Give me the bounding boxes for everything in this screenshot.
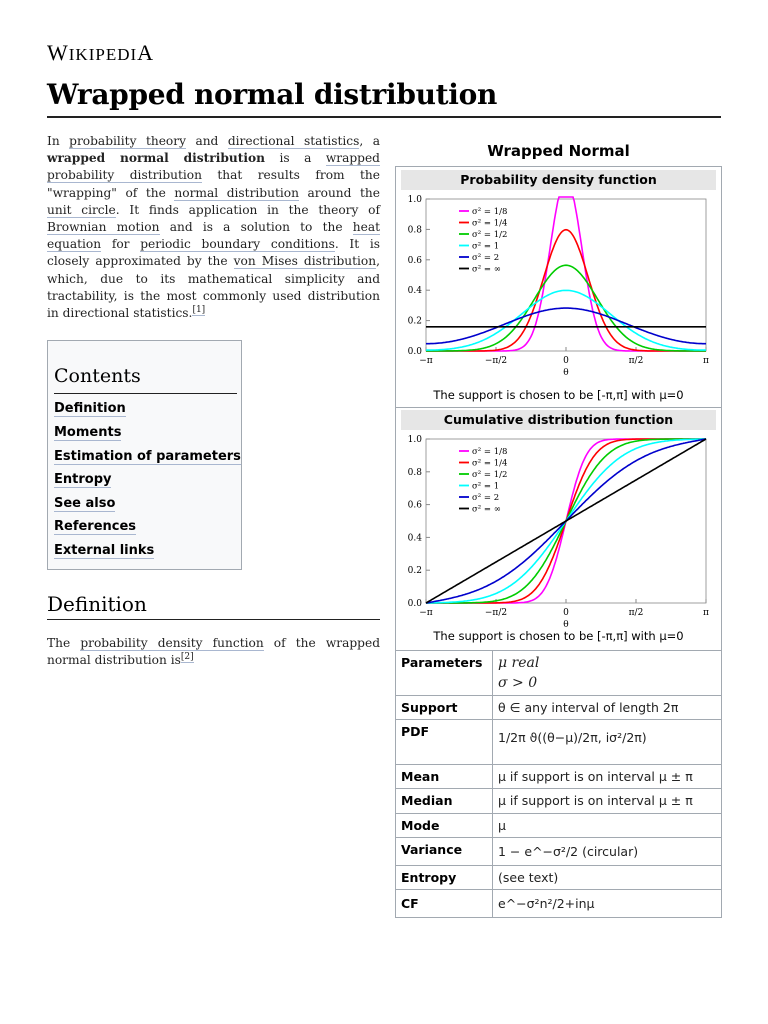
intro-text: is a [264,151,326,166]
infobox-row-mode [396,813,721,838]
infobox-row-parameters [396,650,721,695]
intro-link[interactable]: periodic boundary conditions [140,237,335,252]
chart-separator [396,407,721,408]
x-tick-label: −π [419,608,433,618]
y-tick-label: 0.6 [407,255,422,266]
series-line [426,439,706,603]
y-tick-label: 0.8 [407,467,422,478]
intro-bold-term: wrapped normal distribution [47,151,265,166]
pdf-chart [396,191,721,377]
series-line [426,197,706,351]
row-value: e^−σ²n²/2+inμ [498,896,595,911]
x-tick-label: −π/2 [484,356,508,366]
pdf-header: Probability density function [401,170,716,190]
pdf-support-note: The support is chosen to be [-π,π] with μ=0 [433,388,684,402]
row-value: μ real σ > 0 [498,655,540,691]
y-tick-label: 0.4 [407,533,422,544]
toc-item-entropy[interactable]: Entropy [54,472,112,487]
table-of-contents [47,340,242,570]
legend-label: σ² = 1/8 [472,447,508,457]
intro-link[interactable]: directional statistics [227,134,360,148]
definition-link[interactable]: probability density function [80,636,264,650]
intro-text: , which, due to its mathematical simplicity and tractability, is the most commonly used distribution in directional statistics. [47,254,380,321]
row-key: CF [401,896,419,911]
series-line [426,290,706,350]
infobox-row-support [396,695,721,720]
y-tick-label: 0.4 [407,286,422,297]
legend-label: σ² = 1/4 [472,458,508,469]
intro-link[interactable]: von Mises distribution [233,254,377,269]
x-tick-label: −π/2 [484,608,508,618]
x-tick-label: π [703,356,709,366]
row-key: PDF [401,724,430,739]
y-tick-label: 1.0 [407,435,422,445]
legend-label: σ² = 2 [472,493,500,503]
section-divider [47,619,380,620]
wikipedia-wordmark[interactable]: WIKIPEDIA [47,40,155,65]
y-tick-label: 0.2 [407,566,422,577]
page-title: Wrapped normal distribution [47,78,498,111]
row-value: 1/2π ϑ((θ−μ)/2π, iσ²/2π) [498,730,647,745]
y-tick-label: 0.8 [407,225,422,236]
row-key: Mean [401,769,440,784]
row-value: μ if support is on interval μ ± π [498,793,693,808]
row-key: Parameters [401,655,483,670]
x-tick-label: π/2 [628,608,644,618]
legend-label: σ² = ∞ [472,504,501,515]
y-tick-label: 0.2 [407,316,422,327]
intro-text: and is a solution to the [159,220,353,235]
toc-item-moments[interactable]: Moments [54,425,122,440]
intro-paragraph [47,133,380,322]
cdf-header: Cumulative distribution function [401,410,716,430]
infobox-row-mean [396,764,721,789]
infobox-row-pdf [396,719,721,765]
intro-link[interactable]: unit circle [47,202,116,217]
row-value: 1 − e^−σ²/2 (circular) [498,844,639,859]
y-tick-label: 1.0 [407,195,422,205]
section-heading-definition: Definition [47,592,147,616]
toc-divider [54,393,237,394]
definition-text: of the wrapped normal distribution is [47,636,380,668]
legend-label: σ² = 1 [472,241,500,252]
intro-link[interactable]: Brownian motion [47,220,160,235]
definition-paragraph [47,635,380,669]
x-tick-label: π/2 [628,356,644,366]
legend-label: σ² = 1/2 [472,470,508,480]
infobox-row-variance [396,837,721,866]
x-tick-label: −π [419,356,433,366]
intro-link[interactable]: probability theory [69,134,186,148]
intro-text: In [47,134,70,148]
toc-title: Contents [54,365,141,387]
intro-text: , a [359,134,381,148]
intro-link[interactable]: normal distribution [174,185,299,200]
row-key: Median [401,793,453,808]
title-divider [47,116,721,118]
row-value: θ ∈ any interval of length 2π [498,700,679,715]
x-axis-label: θ [563,368,569,377]
y-tick-label: 0.0 [407,599,422,609]
intro-text: . It is closely approximated by the [47,237,380,269]
legend-label: σ² = 2 [472,253,500,263]
row-key: Variance [401,842,463,857]
toc-item-estimation[interactable]: Estimation of parameters [54,449,241,464]
infobox-caption: Wrapped Normal [487,142,630,160]
infobox-row-cf [396,889,721,918]
cdf-support-note: The support is chosen to be [-π,π] with μ=0 [433,629,684,643]
intro-text: for [101,237,141,252]
intro-text: . It finds application in the theory of [115,202,380,217]
intro-text: around the [298,185,380,200]
x-tick-label: π [703,608,709,618]
intro-text: and [185,134,228,148]
intro-link[interactable]: wrapped probability distribution [47,151,380,183]
legend-label: σ² = ∞ [472,264,501,275]
x-tick-label: 0 [563,356,569,366]
row-value: (see text) [498,870,559,885]
toc-item-see-also[interactable]: See also [54,496,116,511]
row-value: μ if support is on interval μ ± π [498,769,693,784]
legend-label: σ² = 1/2 [472,230,508,240]
toc-item-references[interactable]: References [54,519,137,534]
toc-item-external-links[interactable]: External links [54,543,155,558]
row-key: Entropy [401,870,457,885]
infobox [395,166,722,918]
y-tick-label: 0.6 [407,500,422,511]
table-column-divider [492,650,493,917]
intro-link[interactable]: heat equation [47,220,380,252]
y-tick-label: 0.0 [407,347,422,357]
citation-link[interactable]: [1] [192,304,206,315]
toc-item-definition[interactable]: Definition [54,401,126,416]
cdf-chart [396,431,721,627]
infobox-row-entropy [396,865,721,890]
row-key: Support [401,700,458,715]
row-value: μ [498,818,506,833]
intro-text: that results from the "wrapping" of the [47,168,380,200]
infobox-row-median [396,788,721,814]
row-key: Mode [401,818,440,833]
legend-label: σ² = 1/4 [472,218,508,229]
series-line [426,308,706,344]
legend-label: σ² = 1/8 [472,207,508,217]
citation-link[interactable]: [2] [180,652,194,663]
x-tick-label: 0 [563,608,569,618]
definition-text: The [47,636,81,650]
x-axis-label: θ [563,620,569,627]
legend-label: σ² = 1 [472,481,500,492]
